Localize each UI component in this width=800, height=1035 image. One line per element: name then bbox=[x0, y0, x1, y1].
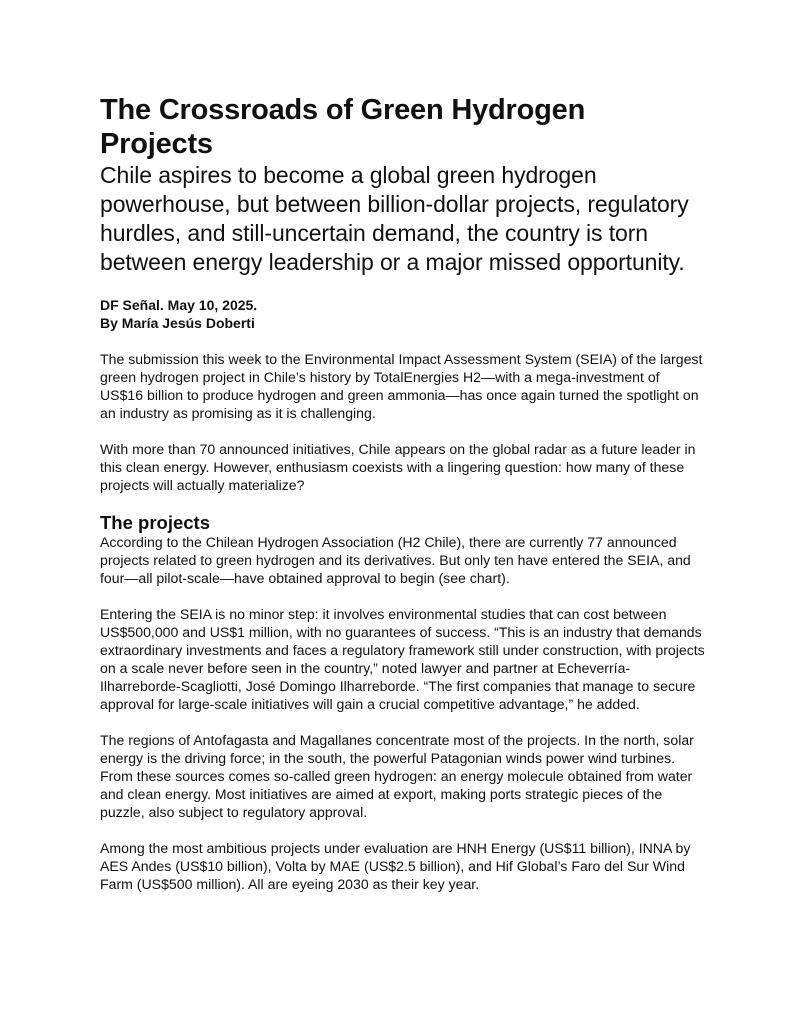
paragraph-section-1: According to the Chilean Hydrogen Association (H2 Chile), there are currently 77 announced projects related to green hydrogen and its derivatives. But only ten have entered the SEIA, and four—all pilot-scale—have obtained approval to begin (see chart). bbox=[100, 534, 691, 586]
article-subtitle: Chile aspires to become a global green hydrogen powerhouse, but between billion-dollar projects, regulatory hurdles, and still-uncertain demand, the country is torn between energy leadership or a major missed opportunity. bbox=[100, 162, 689, 275]
paragraph-section-4: Among the most ambitious projects under evaluation are HNH Energy (US$11 billion), INNA by AES Andes (US$10 billion), Volta by MAE (US$2.5 billion), and Hif Global’s Faro del Sur Wind Farm (US$500 million). All are eyeing 2030 as their key year. bbox=[100, 840, 691, 892]
article-title: The Crossroads of Green Hydrogen Projects bbox=[100, 94, 586, 160]
byline: By María Jesús Doberti bbox=[100, 315, 255, 331]
article-meta bbox=[100, 296, 705, 332]
paragraph-section-2: Entering the SEIA is no minor step: it involves environmental studies that can cost between US$500,000 and US$1 million, with no guarantees of success. “This is an industry that demands extraordinary investments and faces a regulatory framework still under construction, with projects on a scale never before seen in the country,” noted lawyer and partner at Echeverría-Ilharreborde-Scagliotti, José Domingo Ilharreborde. “The first companies that manage to secure approval for large-scale initiatives will gain a crucial competitive advantage,” he added. bbox=[100, 606, 705, 712]
paragraph-intro-2: With more than 70 announced initiatives, Chile appears on the global radar as a future leader in this clean energy. However, enthusiasm coexists with a lingering question: how many of these projects will actually materialize? bbox=[100, 441, 696, 493]
paragraph-section-3: The regions of Antofagasta and Magallanes concentrate most of the projects. In the north, solar energy is the driving force; in the south, the powerful Patagonian winds power wind turbines. From these sources comes so-called green hydrogen: an energy molecule obtained from water and clean energy. Most initiatives are aimed at export, making ports strategic pieces of the puzzle, also subject to regulatory approval. bbox=[100, 732, 694, 820]
section-heading: The projects bbox=[100, 512, 210, 533]
article bbox=[100, 93, 705, 893]
paragraph-intro-1: The submission this week to the Environmental Impact Assessment System (SEIA) of the largest green hydrogen project in Chile’s history by TotalEnergies H2—with a mega-investment of US$16 billion to produce hydrogen and green ammonia—has once again turned the spotlight on an industry as promising as it is challenging. bbox=[100, 351, 703, 421]
source-line: DF Señal. May 10, 2025. bbox=[100, 297, 258, 313]
